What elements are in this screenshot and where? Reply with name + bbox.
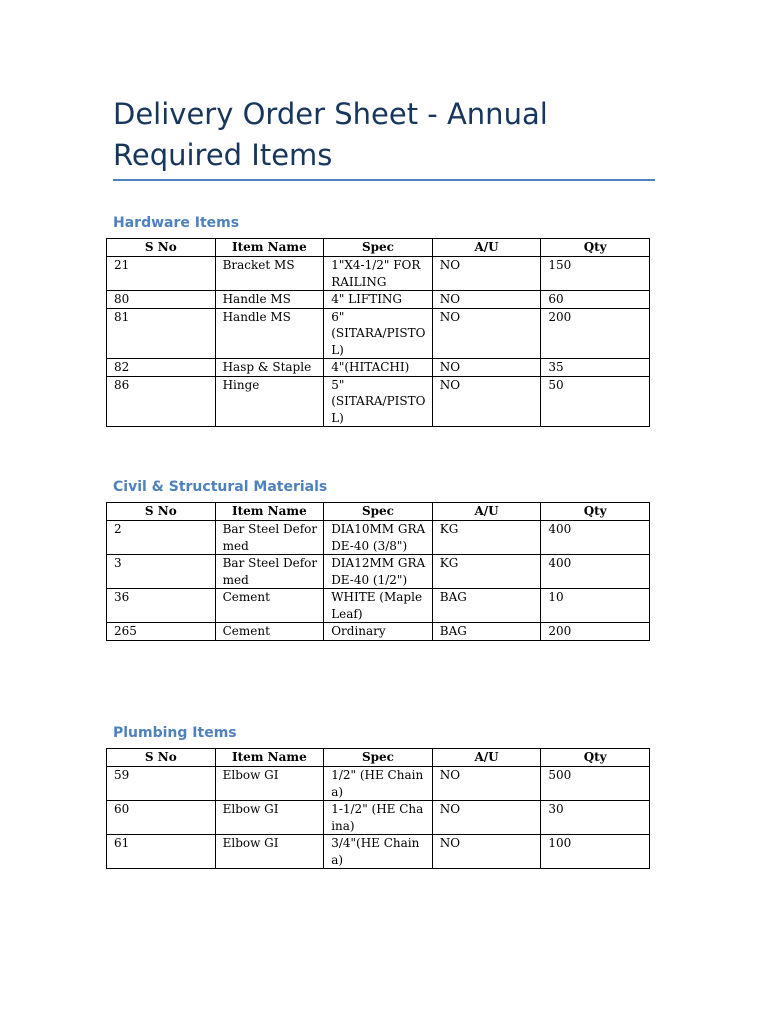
cell-item-name: Cement: [215, 589, 324, 623]
cell-qty: 400: [541, 555, 650, 589]
cell-qty: 60: [541, 291, 650, 309]
cell-au: BAG: [432, 589, 541, 623]
column-header-sno: S No: [107, 239, 216, 257]
section-heading-civil-structural: Civil & Structural Materials: [113, 479, 328, 495]
column-header-qty: Qty: [541, 749, 650, 767]
cell-item-name: Bracket MS: [215, 257, 324, 291]
table-row: [107, 555, 650, 589]
cell-sno: 82: [107, 359, 216, 377]
cell-qty: 50: [541, 376, 650, 427]
cell-au: NO: [432, 308, 541, 359]
column-header-item-name: Item Name: [215, 239, 324, 257]
cell-au: NO: [432, 359, 541, 377]
section-heading-plumbing: Plumbing Items: [113, 725, 237, 741]
cell-sno: 21: [107, 257, 216, 291]
table-row: [107, 589, 650, 623]
cell-item-name: Cement: [215, 623, 324, 641]
cell-qty: 500: [541, 767, 650, 801]
cell-spec: 3/4"(HE Chaina): [324, 835, 433, 869]
column-header-qty: Qty: [541, 239, 650, 257]
cell-spec: 6" (SITARA/PISTOL): [324, 308, 433, 359]
table-header-row: [107, 503, 650, 521]
cell-au: NO: [432, 801, 541, 835]
table-header-row: [107, 749, 650, 767]
cell-spec: WHITE (Maple Leaf): [324, 589, 433, 623]
cell-qty: 30: [541, 801, 650, 835]
cell-sno: 36: [107, 589, 216, 623]
cell-qty: 35: [541, 359, 650, 377]
table-row: [107, 308, 650, 359]
table-row: [107, 376, 650, 427]
section-heading-hardware: Hardware Items: [113, 215, 240, 231]
cell-au: NO: [432, 767, 541, 801]
table-row: [107, 623, 650, 641]
cell-item-name: Elbow GI: [215, 801, 324, 835]
cell-qty: 100: [541, 835, 650, 869]
cell-item-name: Handle MS: [215, 308, 324, 359]
cell-spec: 1-1/2" (HE Chaina): [324, 801, 433, 835]
page-title: Delivery Order Sheet - Annual Required Items: [113, 97, 548, 172]
table-row: [107, 359, 650, 377]
cell-spec: 5" (SITARA/PISTOL): [324, 376, 433, 427]
cell-sno: 60: [107, 801, 216, 835]
cell-item-name: Bar Steel Deformed: [215, 521, 324, 555]
cell-sno: 80: [107, 291, 216, 309]
cell-sno: 59: [107, 767, 216, 801]
column-header-spec: Spec: [324, 239, 433, 257]
table-row: [107, 521, 650, 555]
cell-item-name: Elbow GI: [215, 835, 324, 869]
cell-au: NO: [432, 291, 541, 309]
cell-item-name: Bar Steel Deformed: [215, 555, 324, 589]
table-row: [107, 767, 650, 801]
cell-au: KG: [432, 521, 541, 555]
cell-sno: 3: [107, 555, 216, 589]
column-header-item-name: Item Name: [215, 503, 324, 521]
column-header-sno: S No: [107, 749, 216, 767]
column-header-item-name: Item Name: [215, 749, 324, 767]
plumbing-items-table: [106, 748, 650, 869]
cell-qty: 150: [541, 257, 650, 291]
cell-item-name: Handle MS: [215, 291, 324, 309]
column-header-spec: Spec: [324, 503, 433, 521]
cell-item-name: Hasp & Staple: [215, 359, 324, 377]
cell-spec: 4" LIFTING: [324, 291, 433, 309]
cell-spec: 1/2" (HE Chaina): [324, 767, 433, 801]
cell-au: NO: [432, 376, 541, 427]
table-row: [107, 835, 650, 869]
cell-sno: 265: [107, 623, 216, 641]
cell-sno: 2: [107, 521, 216, 555]
cell-qty: 200: [541, 308, 650, 359]
cell-qty: 10: [541, 589, 650, 623]
cell-au: NO: [432, 835, 541, 869]
cell-spec: DIA10MM GRADE-40 (3/8"): [324, 521, 433, 555]
title-divider: [113, 179, 655, 181]
table-row: [107, 291, 650, 309]
cell-au: NO: [432, 257, 541, 291]
column-header-au: A/U: [432, 749, 541, 767]
table-row: [107, 257, 650, 291]
cell-sno: 61: [107, 835, 216, 869]
column-header-qty: Qty: [541, 503, 650, 521]
civil-structural-table: [106, 502, 650, 641]
cell-qty: 200: [541, 623, 650, 641]
cell-spec: DIA12MM GRADE-40 (1/2"): [324, 555, 433, 589]
column-header-sno: S No: [107, 503, 216, 521]
column-header-spec: Spec: [324, 749, 433, 767]
cell-item-name: Elbow GI: [215, 767, 324, 801]
cell-qty: 400: [541, 521, 650, 555]
table-row: [107, 801, 650, 835]
cell-sno: 86: [107, 376, 216, 427]
cell-spec: Ordinary: [324, 623, 433, 641]
cell-au: KG: [432, 555, 541, 589]
cell-sno: 81: [107, 308, 216, 359]
table-header-row: [107, 239, 650, 257]
column-header-au: A/U: [432, 503, 541, 521]
cell-spec: 1"X4-1/2" FOR RAILING: [324, 257, 433, 291]
hardware-items-table: [106, 238, 650, 427]
column-header-au: A/U: [432, 239, 541, 257]
cell-spec: 4"(HITACHI): [324, 359, 433, 377]
cell-item-name: Hinge: [215, 376, 324, 427]
cell-au: BAG: [432, 623, 541, 641]
